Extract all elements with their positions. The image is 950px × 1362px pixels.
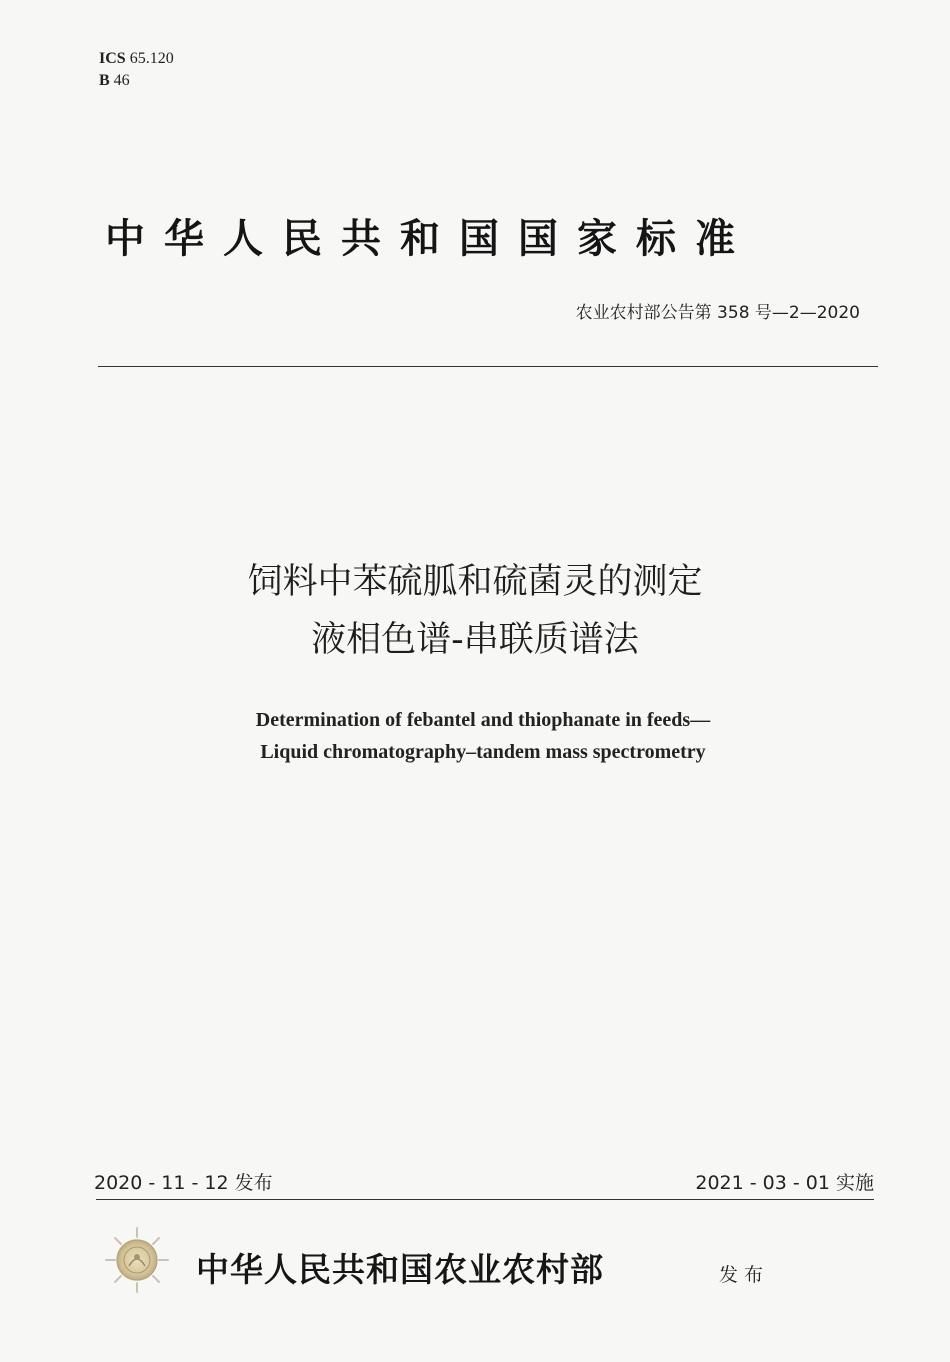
ccs-code: 46 bbox=[113, 72, 130, 89]
ccs-label: B bbox=[99, 72, 110, 89]
chinese-title bbox=[0, 553, 950, 669]
ics-code: 65.120 bbox=[129, 50, 174, 67]
header-divider bbox=[98, 366, 878, 367]
publish-label: 发布 bbox=[719, 1264, 770, 1286]
publisher-name: 中华人民共和国农业农村部 bbox=[196, 1250, 604, 1289]
english-title-line-1: Determination of febantel and thiophanate in feeds— bbox=[255, 709, 711, 731]
standard-number: 农业农村部公告第 358 号—2—2020 bbox=[575, 303, 860, 323]
english-title-line-2: Liquid chromatography–tandem mass spectrometry bbox=[260, 741, 706, 763]
ics-code-row bbox=[99, 48, 174, 70]
english-title bbox=[0, 704, 950, 768]
chinese-title-line-1: 饲料中苯硫胍和硫菌灵的测定 bbox=[247, 562, 703, 602]
ics-label: ICS bbox=[99, 50, 126, 67]
footer-divider bbox=[96, 1199, 874, 1200]
standard-type-heading: 中华人民共和国国家标准 bbox=[105, 215, 754, 262]
implementation-date: 2021 - 03 - 01 实施 bbox=[695, 1172, 874, 1194]
classification-codes bbox=[99, 48, 174, 92]
ccs-code-row bbox=[99, 70, 174, 92]
chinese-title-line-2: 液相色谱-串联质谱法 bbox=[311, 620, 639, 660]
issue-date: 2020 - 11 - 12 发布 bbox=[94, 1172, 273, 1194]
ministry-emblem-icon bbox=[100, 1222, 174, 1298]
